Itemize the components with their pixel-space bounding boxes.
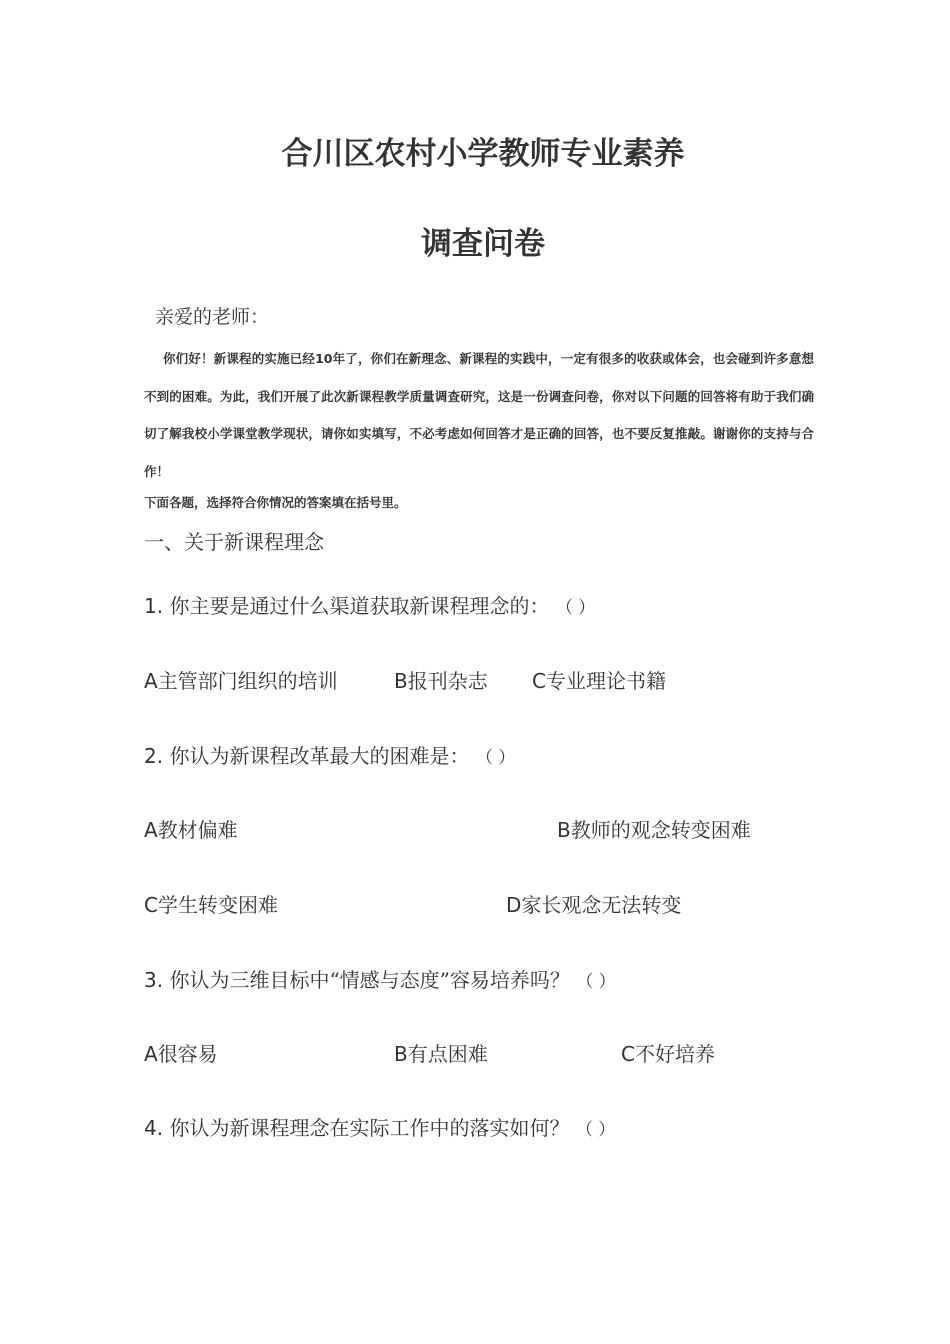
greeting: 亲爱的老师：	[155, 306, 270, 328]
option-letter: A	[144, 669, 158, 693]
answer-blank[interactable]: （ ）	[475, 748, 516, 768]
option-3c[interactable]	[621, 1038, 715, 1067]
option-3a[interactable]	[144, 1038, 218, 1067]
option-1a[interactable]	[144, 665, 338, 694]
option-letter: B	[394, 1042, 408, 1066]
option-text: 报刊杂志	[407, 669, 488, 693]
instruction-text: 下面各题，选择符合你情况的答案填在括号里。	[144, 495, 407, 510]
option-letter: C	[621, 1042, 635, 1066]
question-text: 你认为新课程理念在实际工作中的落实如何？	[169, 1116, 570, 1140]
option-2a[interactable]	[144, 814, 238, 843]
option-text: 教师的观念转变困难	[570, 818, 751, 842]
question-number: 2.	[144, 744, 164, 768]
document-title-line2: 调查问卷	[421, 226, 545, 262]
question-4	[144, 1112, 615, 1141]
option-letter: C	[532, 669, 546, 693]
option-2b[interactable]	[557, 814, 751, 843]
option-letter: B	[557, 818, 571, 842]
question-2	[144, 740, 515, 769]
intro-paragraph: 你们好！新课程的实施已经10年了，你们在新理念、新课程的实践中，一定有很多的收获或体会，也会碰到许多意想不到的困难。为此，我们开展了此次新课程教学质量调查研究，这是一份调查问卷，你对以下问题的回答将有助于我们确切了解我校小学课堂教学现状，请你如实填写，不必考虑如何回答才是正确的回答，也不要反复推敲。谢谢你的支持与合作！	[144, 351, 814, 479]
option-letter: A	[144, 1042, 158, 1066]
option-letter: B	[394, 669, 408, 693]
option-text: 专业理论书籍	[545, 669, 666, 693]
answer-blank[interactable]: （ ）	[555, 598, 596, 618]
option-1c[interactable]	[532, 665, 666, 694]
option-letter: A	[144, 818, 158, 842]
option-text: 家长观念无法转变	[521, 893, 682, 917]
document-title-line1: 合川区农村小学教师专业素养	[281, 136, 685, 172]
option-text: 教材偏难	[157, 818, 238, 842]
option-3b[interactable]	[394, 1038, 488, 1067]
option-1b[interactable]	[394, 665, 488, 694]
answer-blank[interactable]: （ ）	[576, 972, 616, 992]
question-text: 你认为新课程改革最大的困难是：	[169, 744, 470, 768]
question-text: 你主要是通过什么渠道获取新课程理念的：	[169, 594, 550, 618]
option-letter: C	[144, 893, 158, 917]
question-3	[144, 964, 616, 993]
question-number: 3.	[144, 968, 164, 992]
option-2d[interactable]	[506, 889, 681, 918]
option-text: 不好培养	[634, 1042, 715, 1066]
option-letter: D	[506, 893, 522, 917]
option-text: 学生转变困难	[157, 893, 278, 917]
question-1	[144, 590, 595, 619]
answer-blank[interactable]: （ ）	[575, 1120, 616, 1140]
question-number: 1.	[144, 594, 164, 618]
section-heading: 一、关于新课程理念	[144, 530, 324, 554]
option-2c[interactable]	[144, 889, 278, 918]
option-text: 有点困难	[407, 1042, 488, 1066]
question-number: 4.	[144, 1116, 164, 1140]
option-text: 很容易	[157, 1042, 218, 1066]
question-text: 你认为三维目标中“情感与态度”容易培养吗？	[169, 968, 570, 992]
option-text: 主管部门组织的培训	[157, 669, 338, 693]
